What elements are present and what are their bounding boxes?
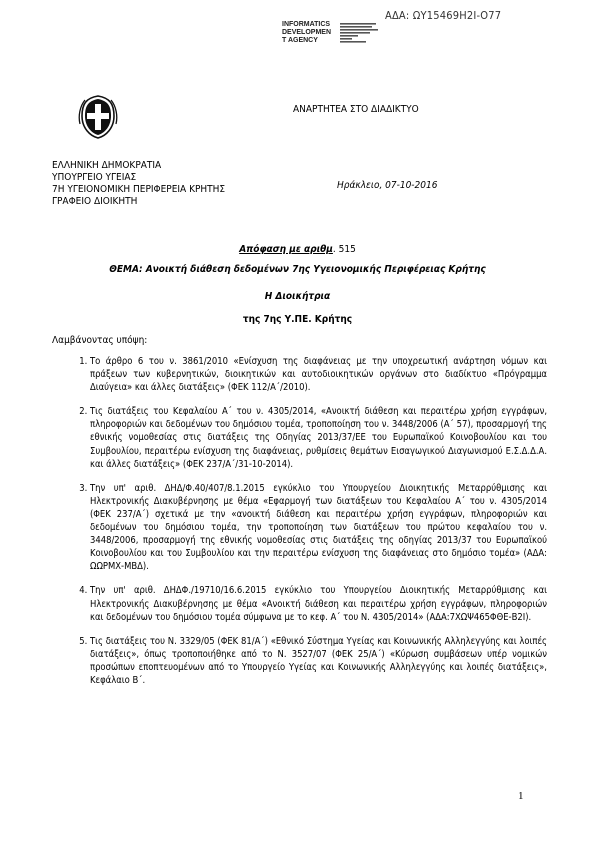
- decision-number-value: . 515: [332, 244, 356, 255]
- list-item: 3. Την υπ' αριθ. ΔΗΔ/Φ.40/407/8.1.2015 εγκύκλιο του Υπουργείου Διοικητικής Μεταρρύθμισης και Ηλεκτρονικής Διακυβέρνησης με θέμα «Εφαρμογή των διατάξεων του Κεφαλαίου Α΄ του ν. 4305/2014 (ΦΕΚ 237/Α΄) σχετικά με την «ανοικτή διάθεση και περαιτέρω χρήση εγγράφων, πληροφοριών και δεδομένων του δημόσιου τομέα, την τροποποίηση των διατάξεων του πρώτου κεφαλαίου του ν. 3448/2006, προσαρμογή της εθνικής νομοθεσίας στις διατάξεις της οδηγίας 2013/37 του Ευρωπαϊκού Κοινοβουλίου και του Συμβουλίου και την περαιτέρω ενίσχυση της διαφάνειας στο δημόσιο τομέα» (ΑΔΑ: ΩΩΡΜΧ-ΜΒΔ).: [90, 482, 547, 574]
- authority-line-3: 7Η ΥΓΕΙΟΝΟΜΙΚΗ ΠΕΡΙΦΕΡΕΙΑ ΚΡΗΤΗΣ: [52, 184, 226, 195]
- legal-basis-list: [60, 355, 547, 687]
- decision-label: Απόφαση με αριθμ: [239, 244, 333, 255]
- issuing-authority: [52, 160, 225, 208]
- list-item: 5. Τις διατάξεις του Ν. 3329/05 (ΦΕΚ 81/Α΄) «Εθνικό Σύστημα Υγείας και Κοινωνικής Αλληλεγγύης και λοιπές διατάξεις», όπως τροποποιήθηκε από το Ν. 3527/07 (ΦΕΚ 25/Α΄) «Κύρωση συμβάσεων υπέρ νομικών προσώπων εποπτευομένων από το Υπουργείο Υγείας και Κοινωνικής Αλληλεγγύης και λοιπές διατάξεις», Κεφάλαιο Β΄.: [90, 635, 547, 687]
- page-number: 1: [518, 790, 524, 802]
- ida-fine-print-icon: [340, 22, 398, 44]
- authority-line-1: ΕΛΛΗΝΙΚΗ ΔΗΜΟΚΡΑΤΙΑ: [52, 160, 162, 171]
- ada-code: ΑΔΑ: ΩΥ15469Η2Ι-Ο77: [385, 9, 502, 22]
- ida-line-3: T AGENCY: [282, 37, 318, 44]
- considering-heading: Λαμβάνοντας υπόψη:: [52, 335, 148, 346]
- publish-notice: ΑΝΑΡΤΗΤΕΑ ΣΤΟ ΔΙΑΔΙΚΤΥΟ: [293, 104, 419, 115]
- director-title: Η Διοικήτρια: [264, 291, 331, 302]
- list-item: 1. Το άρθρο 6 του ν. 3861/2010 «Ενίσχυση της διαφάνειας με την υποχρεωτική ανάρτηση νόμων και πράξεων των κυβερνητικών, διοικητικών και αυτοδιοικητικών οργάνων στο διαδίκτυο «Πρόγραμμα Διαύγεια» και άλλες διατάξεις» (ΦΕΚ 112/Α΄/2010).: [90, 355, 547, 394]
- authority-line-2: ΥΠΟΥΡΓΕΙΟ ΥΓΕΙΑΣ: [52, 172, 137, 183]
- decision-number: [0, 244, 595, 255]
- ida-line-1: INFORMATICS: [282, 21, 331, 28]
- document-date: Ηράκλειο, 07-10-2016: [337, 180, 438, 191]
- greek-coat-of-arms-icon: [78, 94, 118, 140]
- list-item: 2. Τις διατάξεις του Κεφαλαίου Α΄ του ν. 4305/2014, «Ανοικτή διάθεση και περαιτέρω χρήση εγγράφων, πληροφοριών και δεδομένων του δημόσιου τομέα, τροποποίηση του ν. 3448/2006 (Α΄ 57), προσαρμογή της εθνικής νομοθεσίας στις διατάξεις της Οδηγίας 2013/37/ΕΕ του Ευρωπαϊκού Κοινοβουλίου και του Συμβουλίου, περαιτέρω ενίσχυση της διαφάνειας, ρυθμίσεις θεμάτων Εισαγωγικού Διαγωνισμού Ε.Σ.Δ.Δ.Α. και άλλες διατάξεις» (ΦΕΚ 237/Α΄/31-10-2014).: [90, 405, 547, 470]
- authority-line-4: ΓΡΑΦΕΙΟ ΔΙΟΙΚΗΤΗ: [52, 196, 138, 207]
- ida-logo: [282, 21, 402, 45]
- director-organization: της 7ης Υ.ΠΕ. Κρήτης: [242, 314, 353, 325]
- list-item: 4. Την υπ' αριθ. ΔΗΔΦ./19710/16.6.2015 εγκύκλιο του Υπουργείου Διοικητικής Μεταρρύθμισης και Ηλεκτρονικής Διακυβέρνησης με θέμα «Ανοικτή διάθεση και περαιτέρω χρήση εγγράφων, πληροφοριών και δεδομένων του δημόσιου τομέα σύμφωνα με το κεφ. Α΄ του Ν. 4305/2014» (ΑΔΑ:7ΧΩΨ465ΦΘΕ-Β2Ι).: [90, 584, 547, 623]
- ida-line-2: DEVELOPMEN: [282, 29, 332, 36]
- document-subject: ΘΕΜΑ: Ανοικτή διάθεση δεδομένων 7ης Υγειονομικής Περιφέρειας Κρήτης: [109, 264, 486, 275]
